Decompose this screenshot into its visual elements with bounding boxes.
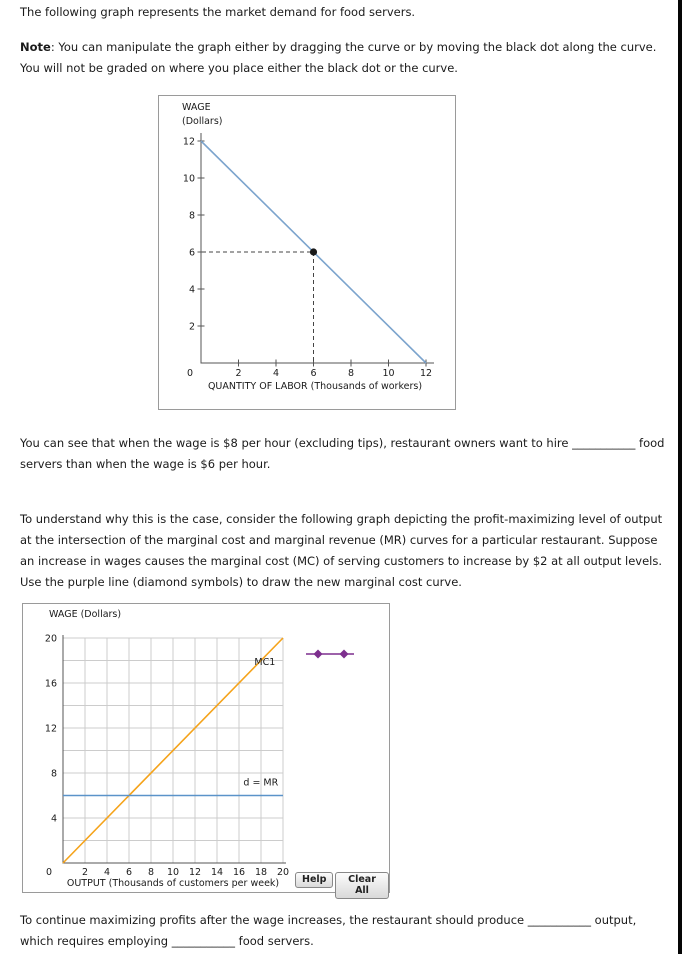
profit-max-graph-panel [22,603,390,896]
y-tick-label: 4 [188,284,195,296]
x-tick-label: 16 [232,867,246,878]
diamond-handle-icon[interactable] [314,650,323,659]
draggable-point[interactable] [310,248,317,255]
svg-text:QUANTITY OF LABOR (Thousands o: QUANTITY OF LABOR (Thousands of workers) [207,381,423,392]
q1-text-before: You can see that when the wage is $8 per hour (excluding tips), restaurant owners want to hire [20,436,573,450]
x-axis-title [208,381,422,392]
x-tick-label: 2 [235,368,242,379]
q1-answer-blank[interactable]: ___________ [572,436,636,450]
origin-label: 0 [186,368,194,379]
q2-text-before: To continue maximizing profits after the wage increases, the restaurant should produce [20,913,528,927]
intro-text: The following graph represents the market demand for food servers. [20,5,416,19]
note-body: : You can manipulate the graph either by dragging the curve or by moving the black dot along the curve. You will not be graded on where you place either the black dot or the curve. [20,40,657,75]
q2-text-mid: output, which requires employing [20,913,637,948]
y-tick-label: 4 [50,813,57,825]
x-tick-label: 12 [419,368,433,379]
q2-text-after: food servers. [235,934,314,948]
x-tick-label: 14 [210,867,224,878]
clear-all-button[interactable]: Clear All [335,872,389,899]
q1-text-after: food servers than when the wage is $6 per hour. [20,436,665,471]
x-tick-label: 6 [125,867,133,878]
x-tick-label: 20 [276,867,290,878]
y-axis-title [49,609,121,620]
x-axis-title [67,878,279,889]
explanation-paragraph: To understand why this is the case, consider the following graph depicting the profit-maximizing level of output at the intersection of the marginal cost and marginal revenue (MR) curves for a particular restaurant. Suppose an increase in wages causes the marginal cost (MC) of serving customers to increase by $2 at all output levels. Use the purple line (diamond symbols) to draw the new marginal cost curve. [20,512,663,589]
dot-guide-lines [202,252,314,362]
y-tick-label: 20 [44,633,57,645]
y-tick-label: 16 [44,678,57,690]
y-tick-label: 10 [182,173,195,185]
profit-max-chart [23,604,389,892]
svg-text:(Dollars): (Dollars) [182,116,223,127]
y-tick-label: 12 [182,136,195,148]
labor-demand-chart [159,96,455,409]
svg-text:WAGE: WAGE [182,102,211,113]
x-tick-label: 18 [254,867,268,878]
labor-market-graph-panel [158,95,456,410]
help-button[interactable]: Help [295,872,333,888]
question-2 [20,910,672,952]
palette-tool-MC2-purple-line[interactable] [306,650,354,659]
x-tick-label: 10 [382,368,395,379]
x-tick-label: 4 [272,368,280,379]
x-tick-label: 8 [147,867,155,878]
y-tick-label: 8 [188,210,195,222]
question-1 [20,433,668,475]
tick-labels [183,137,432,380]
y-axis-title [182,102,223,127]
q2-answer-blank-1[interactable]: ___________ [527,913,592,927]
diamond-handle-icon[interactable] [340,650,349,659]
d-equals-MR-curve-label: d = MR [243,777,279,789]
right-edge-bar [678,0,682,954]
svg-text:OUTPUT (Thousands of customers: OUTPUT (Thousands of customers per week) [66,878,280,889]
x-tick-label: 2 [81,867,89,878]
axes [201,133,435,364]
y-tick-label: 8 [50,768,57,780]
y-tick-label: 6 [188,247,195,259]
x-tick-label: 4 [103,867,111,878]
x-tick-label: 8 [347,368,355,379]
note-paragraph [20,37,660,79]
y-tick-label: 2 [188,321,195,333]
x-tick-label: 12 [188,867,202,878]
svg-text:WAGE (Dollars): WAGE (Dollars) [49,609,122,620]
q2-answer-blank-2[interactable]: ___________ [171,934,235,948]
y-tick-label: 12 [44,723,57,735]
x-tick-label: 10 [166,867,180,878]
origin-label: 0 [45,867,53,878]
MC1-curve-label: MC1 [254,657,276,668]
note-label: Note [20,40,51,54]
x-tick-label: 6 [310,368,317,379]
